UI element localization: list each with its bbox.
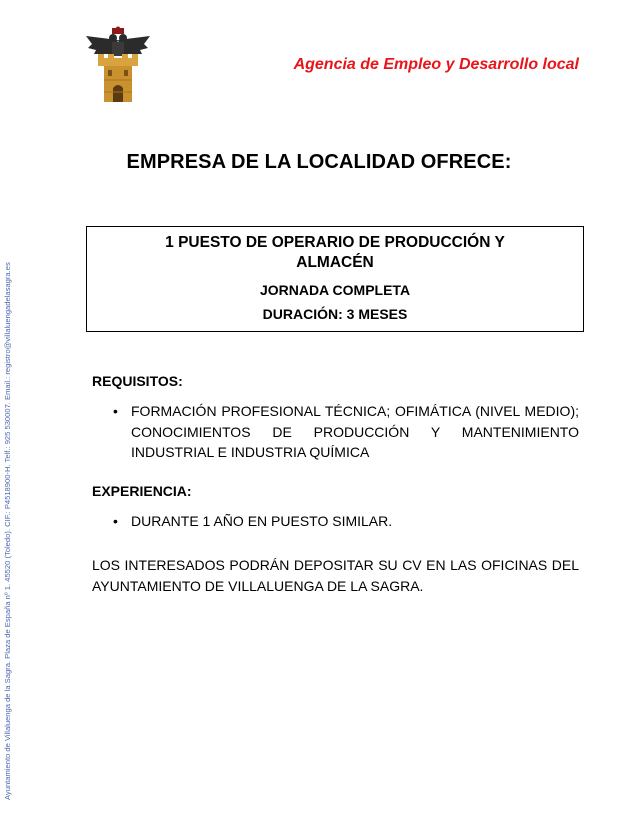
agency-name: Agencia de Empleo y Desarrollo local xyxy=(293,56,579,73)
experience-text: DURANTE 1 AÑO EN PUESTO SIMILAR. xyxy=(131,513,393,529)
experience-heading: EXPERIENCIA: xyxy=(92,483,192,499)
job-title: 1 PUESTO DE OPERARIO DE PRODUCCIÓN Y ALMACÉN xyxy=(165,234,505,271)
requirements-heading: REQUISITOS: xyxy=(92,373,183,389)
job-offer-box xyxy=(86,226,584,332)
requirement-text: FORMACIÓN PROFESIONAL TÉCNICA; OFIMÁTICA (NIVEL MEDIO); CONOCIMIENTOS DE PRODUCCIÓN Y MANTENIMIENTO INDUSTRIAL E INDUSTRIA QUÍMICA xyxy=(131,403,579,460)
experience-list xyxy=(109,511,579,532)
bullet-icon: • xyxy=(113,513,118,529)
footer-contact-sidebar: Ayuntamiento de Villaluenga de la Sagra. Plaza de España nº 1. 45520 (Toledo). CIF.: P4518900-H. Telf.: 925 530007. Email.: registro@villaluengadelasagra.es xyxy=(3,262,12,800)
job-schedule: JORNADA COMPLETA xyxy=(259,282,411,298)
closing-paragraph: LOS INTERESADOS PODRÁN DEPOSITAR SU CV EN LAS OFICINAS DEL AYUNTAMIENTO DE VILLALUENGA DE LA SAGRA. xyxy=(92,557,579,594)
bullet-icon: • xyxy=(113,403,118,419)
castle-eagle-crest-icon xyxy=(84,26,152,106)
list-item xyxy=(109,511,579,532)
page-title: EMPRESA DE LA LOCALIDAD OFRECE: xyxy=(126,151,512,173)
requirements-list xyxy=(109,401,579,463)
list-item xyxy=(109,401,579,463)
job-duration: DURACIÓN: 3 MESES xyxy=(262,306,408,322)
